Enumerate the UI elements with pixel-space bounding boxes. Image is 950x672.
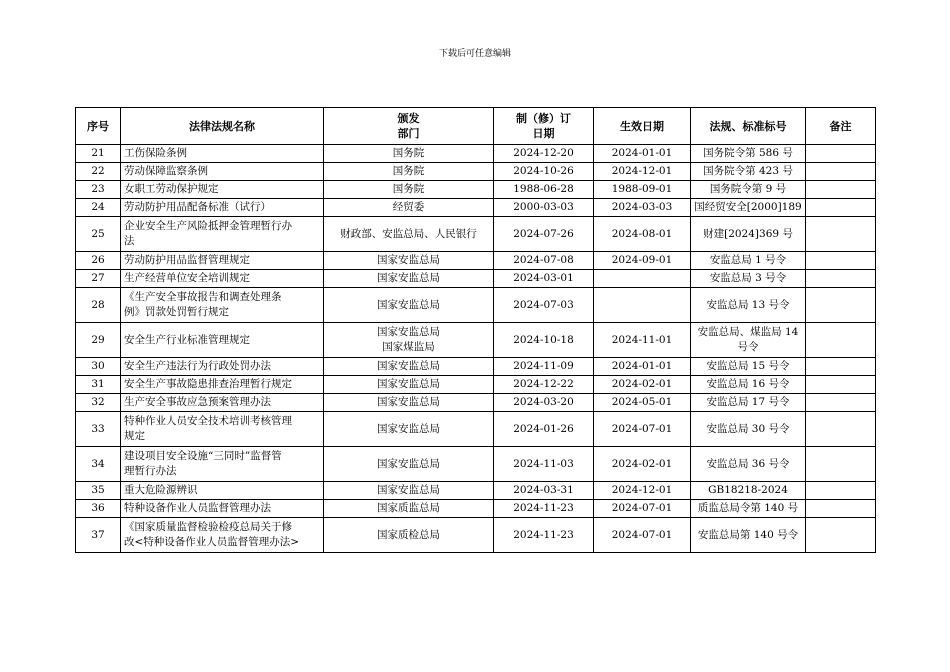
cell-standard-line: 安监总局 1 号令 [709,254,787,266]
cell-remark [806,199,876,217]
cell-dept-line: 国家安监总局 [377,457,440,470]
cell-remark [806,145,876,163]
cell-name [121,252,324,270]
cell-revised: 2024-12-22 [494,376,594,394]
cell-standard-line: 质监总局令第 140 号 [697,502,799,514]
table-row [76,394,876,412]
cell-no: 35 [76,482,121,500]
cell-remark [806,217,876,252]
cell-name-line: 法 [124,235,135,247]
cell-name-line: 建设项目安全设施“三同时”监督管 [124,450,282,462]
cell-dept-line: 国务院 [392,183,425,195]
cell-name-line: 理暂行办法 [124,465,177,477]
cell-no: 24 [76,199,121,217]
cell-standard [691,482,806,500]
cell-revised: 2024-11-09 [494,358,594,376]
cell-dept-line: 国家安监总局 [377,396,440,408]
col-header-revised-line1: 制（修）订 [516,112,571,125]
cell-dept [324,518,494,553]
cell-dept [324,394,494,412]
cell-name-line: 《国家质量监督检验检疫总局关于修 [124,521,292,533]
cell-name [121,500,324,518]
cell-standard [691,394,806,412]
cell-standard [691,518,806,553]
cell-standard-line: 安监总局、煤监局 14 [697,326,799,338]
cell-standard-line: 安监总局 36 号令 [706,457,790,470]
cell-dept [324,447,494,482]
cell-remark [806,500,876,518]
cell-standard [691,447,806,482]
col-header-revised [494,108,594,145]
table-row [76,376,876,394]
cell-dept [324,163,494,181]
cell-no: 34 [76,447,121,482]
cell-standard [691,181,806,199]
cell-dept-line: 国家安监总局 [377,378,440,390]
cell-name [121,199,324,217]
cell-effective: 2024-03-03 [594,199,691,217]
cell-name-line: 企业安全生产风险抵押金管理暂行办 [124,220,292,232]
cell-remark [806,447,876,482]
cell-revised: 2024-11-23 [494,500,594,518]
cell-effective: 2024-01-01 [594,358,691,376]
cell-dept-line: 经贸委 [392,201,425,213]
cell-no: 21 [76,145,121,163]
cell-revised: 2024-03-31 [494,482,594,500]
cell-standard-line: 财建[2024]369 号 [703,227,793,240]
cell-name-line: 规定 [124,430,145,442]
cell-remark [806,358,876,376]
cell-no: 22 [76,163,121,181]
cell-effective [594,270,691,288]
cell-dept-line: 国家煤监局 [382,341,435,353]
cell-no: 36 [76,500,121,518]
cell-remark [806,252,876,270]
cell-revised: 2024-07-26 [494,217,594,252]
cell-remark [806,288,876,323]
cell-standard-line: 安监总局 17 号令 [706,396,790,408]
cell-dept [324,252,494,270]
cell-no: 33 [76,412,121,447]
cell-no: 29 [76,323,121,358]
cell-dept [324,412,494,447]
cell-remark [806,518,876,553]
col-header-remark: 备注 [806,108,876,145]
cell-standard [691,323,806,358]
cell-revised: 2024-03-01 [494,270,594,288]
table-row [76,500,876,518]
cell-name [121,323,324,358]
cell-no: 31 [76,376,121,394]
col-header-no: 序号 [76,108,121,145]
cell-effective: 2024-02-01 [594,376,691,394]
cell-effective: 2024-01-01 [594,145,691,163]
cell-name-line: 女职工劳动保护规定 [124,183,219,195]
table-row [76,217,876,252]
cell-name [121,163,324,181]
cell-name [121,394,324,412]
cell-revised: 2000-03-03 [494,199,594,217]
cell-name-line: 生产安全事故应急预案管理办法 [124,396,271,408]
cell-standard [691,376,806,394]
cell-dept-line: 国家安监总局 [377,422,440,435]
cell-no: 25 [76,217,121,252]
cell-standard [691,412,806,447]
cell-name-line: 例》罚款处罚暂行规定 [124,306,229,318]
cell-dept-line: 国务院 [392,165,425,177]
cell-remark [806,394,876,412]
cell-dept-line: 国家质监总局 [377,502,440,514]
cell-dept-line: 国务院 [392,147,425,159]
cell-standard [691,270,806,288]
cell-effective: 2024-07-01 [594,518,691,553]
table-row [76,482,876,500]
cell-dept [324,358,494,376]
cell-no: 27 [76,270,121,288]
header-row [76,108,876,145]
cell-dept [324,323,494,358]
cell-name [121,181,324,199]
cell-revised: 2024-01-26 [494,412,594,447]
table-row [76,163,876,181]
cell-name-line: 《生产安全事故报告和调查处理条 [124,291,282,303]
table-row [76,252,876,270]
table-body [76,145,876,553]
cell-name [121,412,324,447]
col-header-standard: 法规、标准标号 [691,108,806,145]
cell-remark [806,412,876,447]
cell-remark [806,270,876,288]
cell-dept-line: 国家安监总局 [377,272,440,284]
cell-standard [691,358,806,376]
cell-remark [806,323,876,358]
cell-standard-line: GB18218-2024 [708,484,788,496]
cell-dept [324,145,494,163]
cell-dept-line: 国家安监总局 [377,298,440,311]
cell-effective [594,288,691,323]
cell-name-line: 改<特种设备作业人员监督管理办法> [124,536,300,548]
cell-effective: 2024-12-01 [594,482,691,500]
cell-dept-line: 国家安监总局 [377,484,440,496]
cell-revised: 2024-03-20 [494,394,594,412]
cell-remark [806,482,876,500]
cell-no: 23 [76,181,121,199]
cell-name-line: 安全生产事故隐患排查治理暂行规定 [124,378,292,390]
cell-standard-line: 号令 [737,341,759,353]
cell-standard-line: 安监总局 30 号令 [706,422,790,435]
cell-revised: 2024-10-26 [494,163,594,181]
cell-effective: 2024-07-01 [594,500,691,518]
cell-standard-line: 国务院令第 586 号 [703,147,793,159]
cell-name [121,482,324,500]
cell-standard-line: 安监总局第 140 号令 [697,528,799,541]
col-header-effective: 生效日期 [594,108,691,145]
table-row [76,518,876,553]
cell-no: 37 [76,518,121,553]
col-header-dept [324,108,494,145]
col-header-dept-line1: 颁发 [397,112,420,125]
cell-name-line: 安全生产行业标准管理规定 [124,333,250,346]
cell-standard [691,145,806,163]
cell-name [121,518,324,553]
cell-standard [691,199,806,217]
cell-no: 32 [76,394,121,412]
cell-standard [691,288,806,323]
cell-dept [324,500,494,518]
cell-effective: 2024-08-01 [594,217,691,252]
cell-dept-line: 国家质检总局 [377,528,440,541]
table-row [76,412,876,447]
cell-standard-line: 安监总局 13 号令 [706,298,790,311]
cell-no: 26 [76,252,121,270]
cell-effective: 2024-07-01 [594,412,691,447]
table-row [76,145,876,163]
cell-remark [806,163,876,181]
cell-remark [806,376,876,394]
table-row [76,288,876,323]
cell-revised: 2024-12-20 [494,145,594,163]
cell-standard-line: 国务院令第 9 号 [709,183,787,195]
cell-effective: 2024-05-01 [594,394,691,412]
cell-remark [806,181,876,199]
cell-dept [324,217,494,252]
cell-name-line: 生产经营单位安全培训规定 [124,272,250,284]
cell-standard-line: 安监总局 3 号令 [709,272,787,284]
cell-name [121,376,324,394]
cell-standard [691,163,806,181]
cell-revised: 2024-11-23 [494,518,594,553]
cell-dept-line: 国家安监总局 [377,360,440,372]
table-row [76,323,876,358]
cell-standard-line: 国经贸安全[2000]189 [694,201,802,213]
cell-dept [324,181,494,199]
col-header-name: 法律法规名称 [121,108,324,145]
col-header-revised-line2: 日期 [532,127,555,140]
cell-dept [324,288,494,323]
col-header-dept-line2: 部门 [397,127,420,140]
cell-revised: 2024-11-03 [494,447,594,482]
cell-dept-line: 财政部、安监总局、人民银行 [340,227,477,240]
table-row [76,270,876,288]
cell-name [121,217,324,252]
cell-revised: 2024-07-03 [494,288,594,323]
cell-dept [324,270,494,288]
table-row [76,358,876,376]
cell-effective: 2024-09-01 [594,252,691,270]
cell-name-line: 特种设备作业人员监督管理办法 [124,502,271,514]
regulations-table [75,107,876,553]
cell-standard-line: 安监总局 15 号令 [706,360,790,372]
table-row [76,199,876,217]
cell-standard-line: 安监总局 16 号令 [706,378,790,390]
cell-dept [324,199,494,217]
cell-name-line: 安全生产违法行为行政处罚办法 [124,360,271,372]
cell-name [121,358,324,376]
cell-name [121,145,324,163]
cell-effective: 1988-09-01 [594,181,691,199]
cell-dept-line: 国家安监总局 [377,326,440,338]
table-row [76,447,876,482]
cell-name [121,447,324,482]
cell-standard [691,217,806,252]
cell-revised: 1988-06-28 [494,181,594,199]
cell-name-line: 重大危险源辨识 [124,484,198,496]
cell-name [121,270,324,288]
cell-standard [691,252,806,270]
page-header: 下载后可任意编辑 [438,49,511,59]
cell-no: 28 [76,288,121,323]
cell-dept-line: 国家安监总局 [377,254,440,266]
cell-effective: 2024-02-01 [594,447,691,482]
cell-name-line: 特种作业人员安全技术培训考核管理 [124,415,292,427]
cell-dept [324,376,494,394]
cell-effective: 2024-11-01 [594,323,691,358]
table-row [76,181,876,199]
cell-name [121,288,324,323]
cell-dept [324,482,494,500]
cell-effective: 2024-12-01 [594,163,691,181]
cell-name-line: 劳动保障监察条例 [124,165,208,177]
cell-no: 30 [76,358,121,376]
cell-name-line: 工伤保险条例 [124,147,187,159]
cell-standard [691,500,806,518]
cell-name-line: 劳动防护用品配备标准（试行） [124,201,271,213]
cell-revised: 2024-10-18 [494,323,594,358]
cell-name-line: 劳动防护用品监督管理规定 [124,254,250,266]
cell-standard-line: 国务院令第 423 号 [703,165,793,177]
cell-revised: 2024-07-08 [494,252,594,270]
